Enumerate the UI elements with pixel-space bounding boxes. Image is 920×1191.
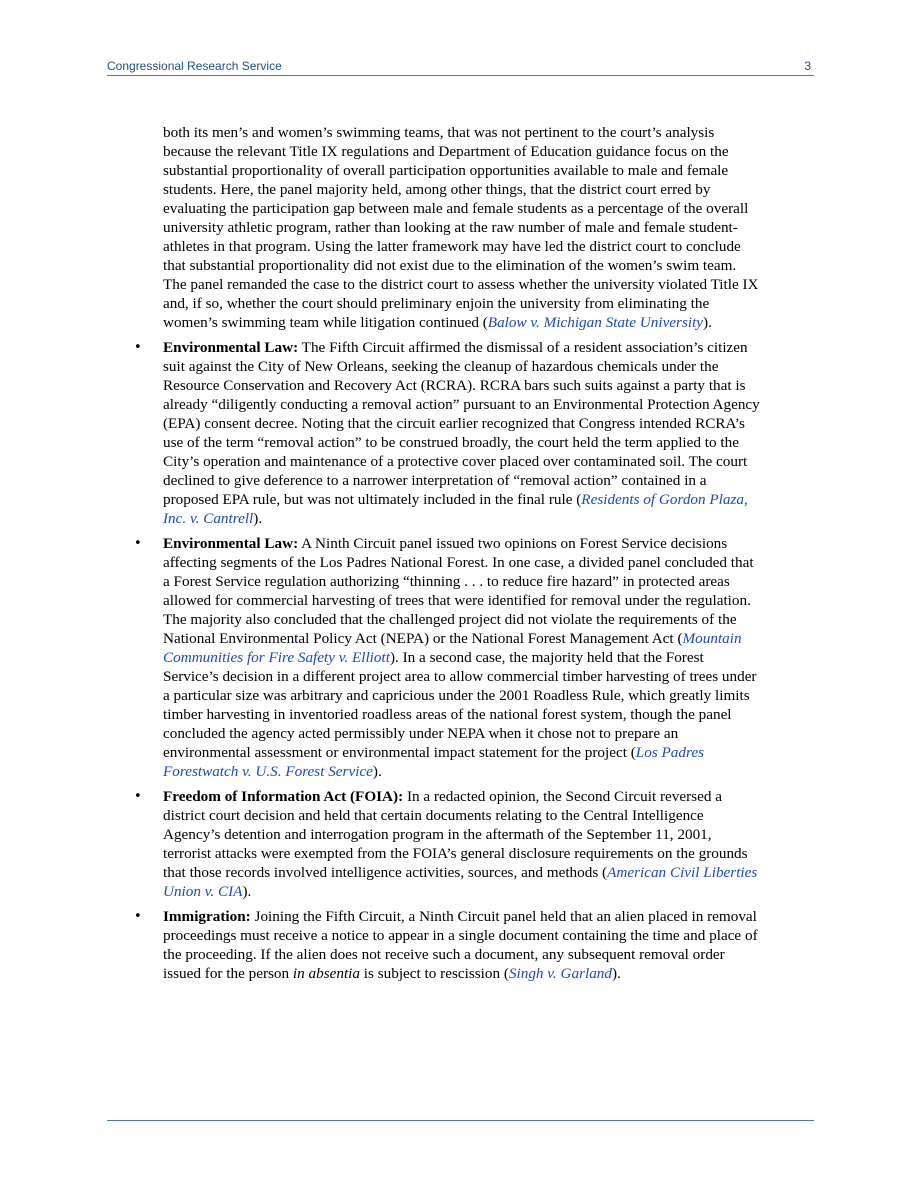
list-item: • Immigration: Joining the Fifth Circuit, a Ninth Circuit panel held that an alien placed in removal proceedings must receive a notice to appear in a single document containing the time and place of the proceeding. If the alien does not receive such a document, any subsequent removal order issued for the person in absentia is subject to rescission (Singh v. Garland). — [134, 908, 758, 982]
item-label: Immigration: — [163, 908, 251, 925]
bullet-icon: • — [134, 909, 142, 924]
case-link-balow[interactable]: Balow v. Michigan State University — [487, 314, 704, 331]
item-label: Environmental Law: — [163, 535, 299, 552]
item-label: Environmental Law: — [163, 339, 299, 356]
page-body — [134, 123, 763, 983]
intro-paragraph: both its men’s and women’s swimming teams, that was not pertinent to the court’s analysis because the relevant Title IX regulations and Department of Education guidance focus on the substantial proportionality of overall participation opportunities available to male and female students. Here, the panel majority held, among other things, that the district court erred by evaluating the participation gap between male and female students as a percentage of the overall university athletic program, rather than looking at the raw number of male and female student-athletes in that program. Using the latter framework may have led the district court to conclude that substantial proportionality did not exist due to the elimination of the women’s swim team. The panel remanded the case to the district court to assess whether the university violated Title IX and, if so, whether the court should preliminary enjoin the university from eliminating the women’s swimming team while litigation continued (Balow v. Michigan State University). — [163, 124, 759, 331]
case-link-aclu-cia[interactable]: American Civil Liberties Union v. CIA — [163, 864, 758, 900]
case-link-mountain-communities[interactable]: Mountain Communities for Fire Safety v. Elliott — [163, 630, 742, 666]
item-label: Freedom of Information Act (FOIA): — [163, 788, 404, 805]
case-link-singh[interactable]: Singh v. Garland — [508, 965, 612, 982]
case-link-gordon-plaza[interactable]: Residents of Gordon Plaza, Inc. v. Cantrell — [163, 491, 748, 527]
bullet-icon: • — [134, 789, 142, 804]
bullet-icon: • — [134, 340, 142, 355]
footer-divider — [107, 1120, 814, 1121]
case-link-los-padres[interactable]: Los Padres Forestwatch v. U.S. Forest Service — [163, 744, 704, 780]
list-item: • Environmental Law: A Ninth Circuit panel issued two opinions on Forest Service decisions affecting segments of the Los Padres National Forest. In one case, a divided panel concluded that a Forest Service regulation authorizing “thinning . . . to reduce fire hazard” in protected areas allowed for commercial harvesting of trees that were identified for removal under the regulation. The majority also concluded that the challenged project did not violate the requirements of the National Environmental Policy Act (NEPA) or the National Forest Management Act (Mountain Communities for Fire Safety v. Elliott). In a second case, the majority held that the Forest Service’s decision in a different project area to allow commercial timber harvesting of trees under a particular size was arbitrary and capricious under the 2001 Roadless Rule, which greatly limits timber harvesting in inventoried roadless areas of the national forest system, though the panel concluded the agency acted permissibly under NEPA when it chose not to prepare an environmental assessment or environmental impact statement for the project (Los Padres Forestwatch v. U.S. Forest Service). — [134, 535, 757, 780]
case-list — [134, 338, 763, 983]
bullet-icon: • — [134, 536, 142, 551]
header-title: Congressional Research Service — [107, 59, 282, 73]
list-item: • Environmental Law: The Fifth Circuit affirmed the dismissal of a resident association’s citizen suit against the City of New Orleans, seeking the cleanup of hazardous chemicals under the Resource Conservation and Recovery Act (RCRA). RCRA bars such suits against a party that is already “diligently conducting a removal action” pursuant to an Environmental Protection Agency (EPA) consent decree. Noting that the circuit earlier recognized that Congress intended RCRA’s use of the term “removal action” to be construed broadly, the court held the term applied to the City’s operation and maintenance of a protective cover placed over contaminated soil. The court declined to give deference to a narrower interpretation of “removal action” contained in a proposed EPA rule, but was not ultimately included in the final rule (Residents of Gordon Plaza, Inc. v. Cantrell). — [134, 339, 760, 527]
list-item: • Freedom of Information Act (FOIA): In a redacted opinion, the Second Circuit reversed a district court decision and held that certain documents relating to the Central Intelligence Agency’s detention and interrogation program in the aftermath of the September 11, 2001, terrorist attacks were exempted from the FOIA’s general disclosure requirements on the grounds that those records involved intelligence activities, sources, and methods (American Civil Liberties Union v. CIA). — [134, 788, 758, 900]
page-number: 3 — [804, 59, 811, 73]
page-header — [107, 56, 814, 76]
